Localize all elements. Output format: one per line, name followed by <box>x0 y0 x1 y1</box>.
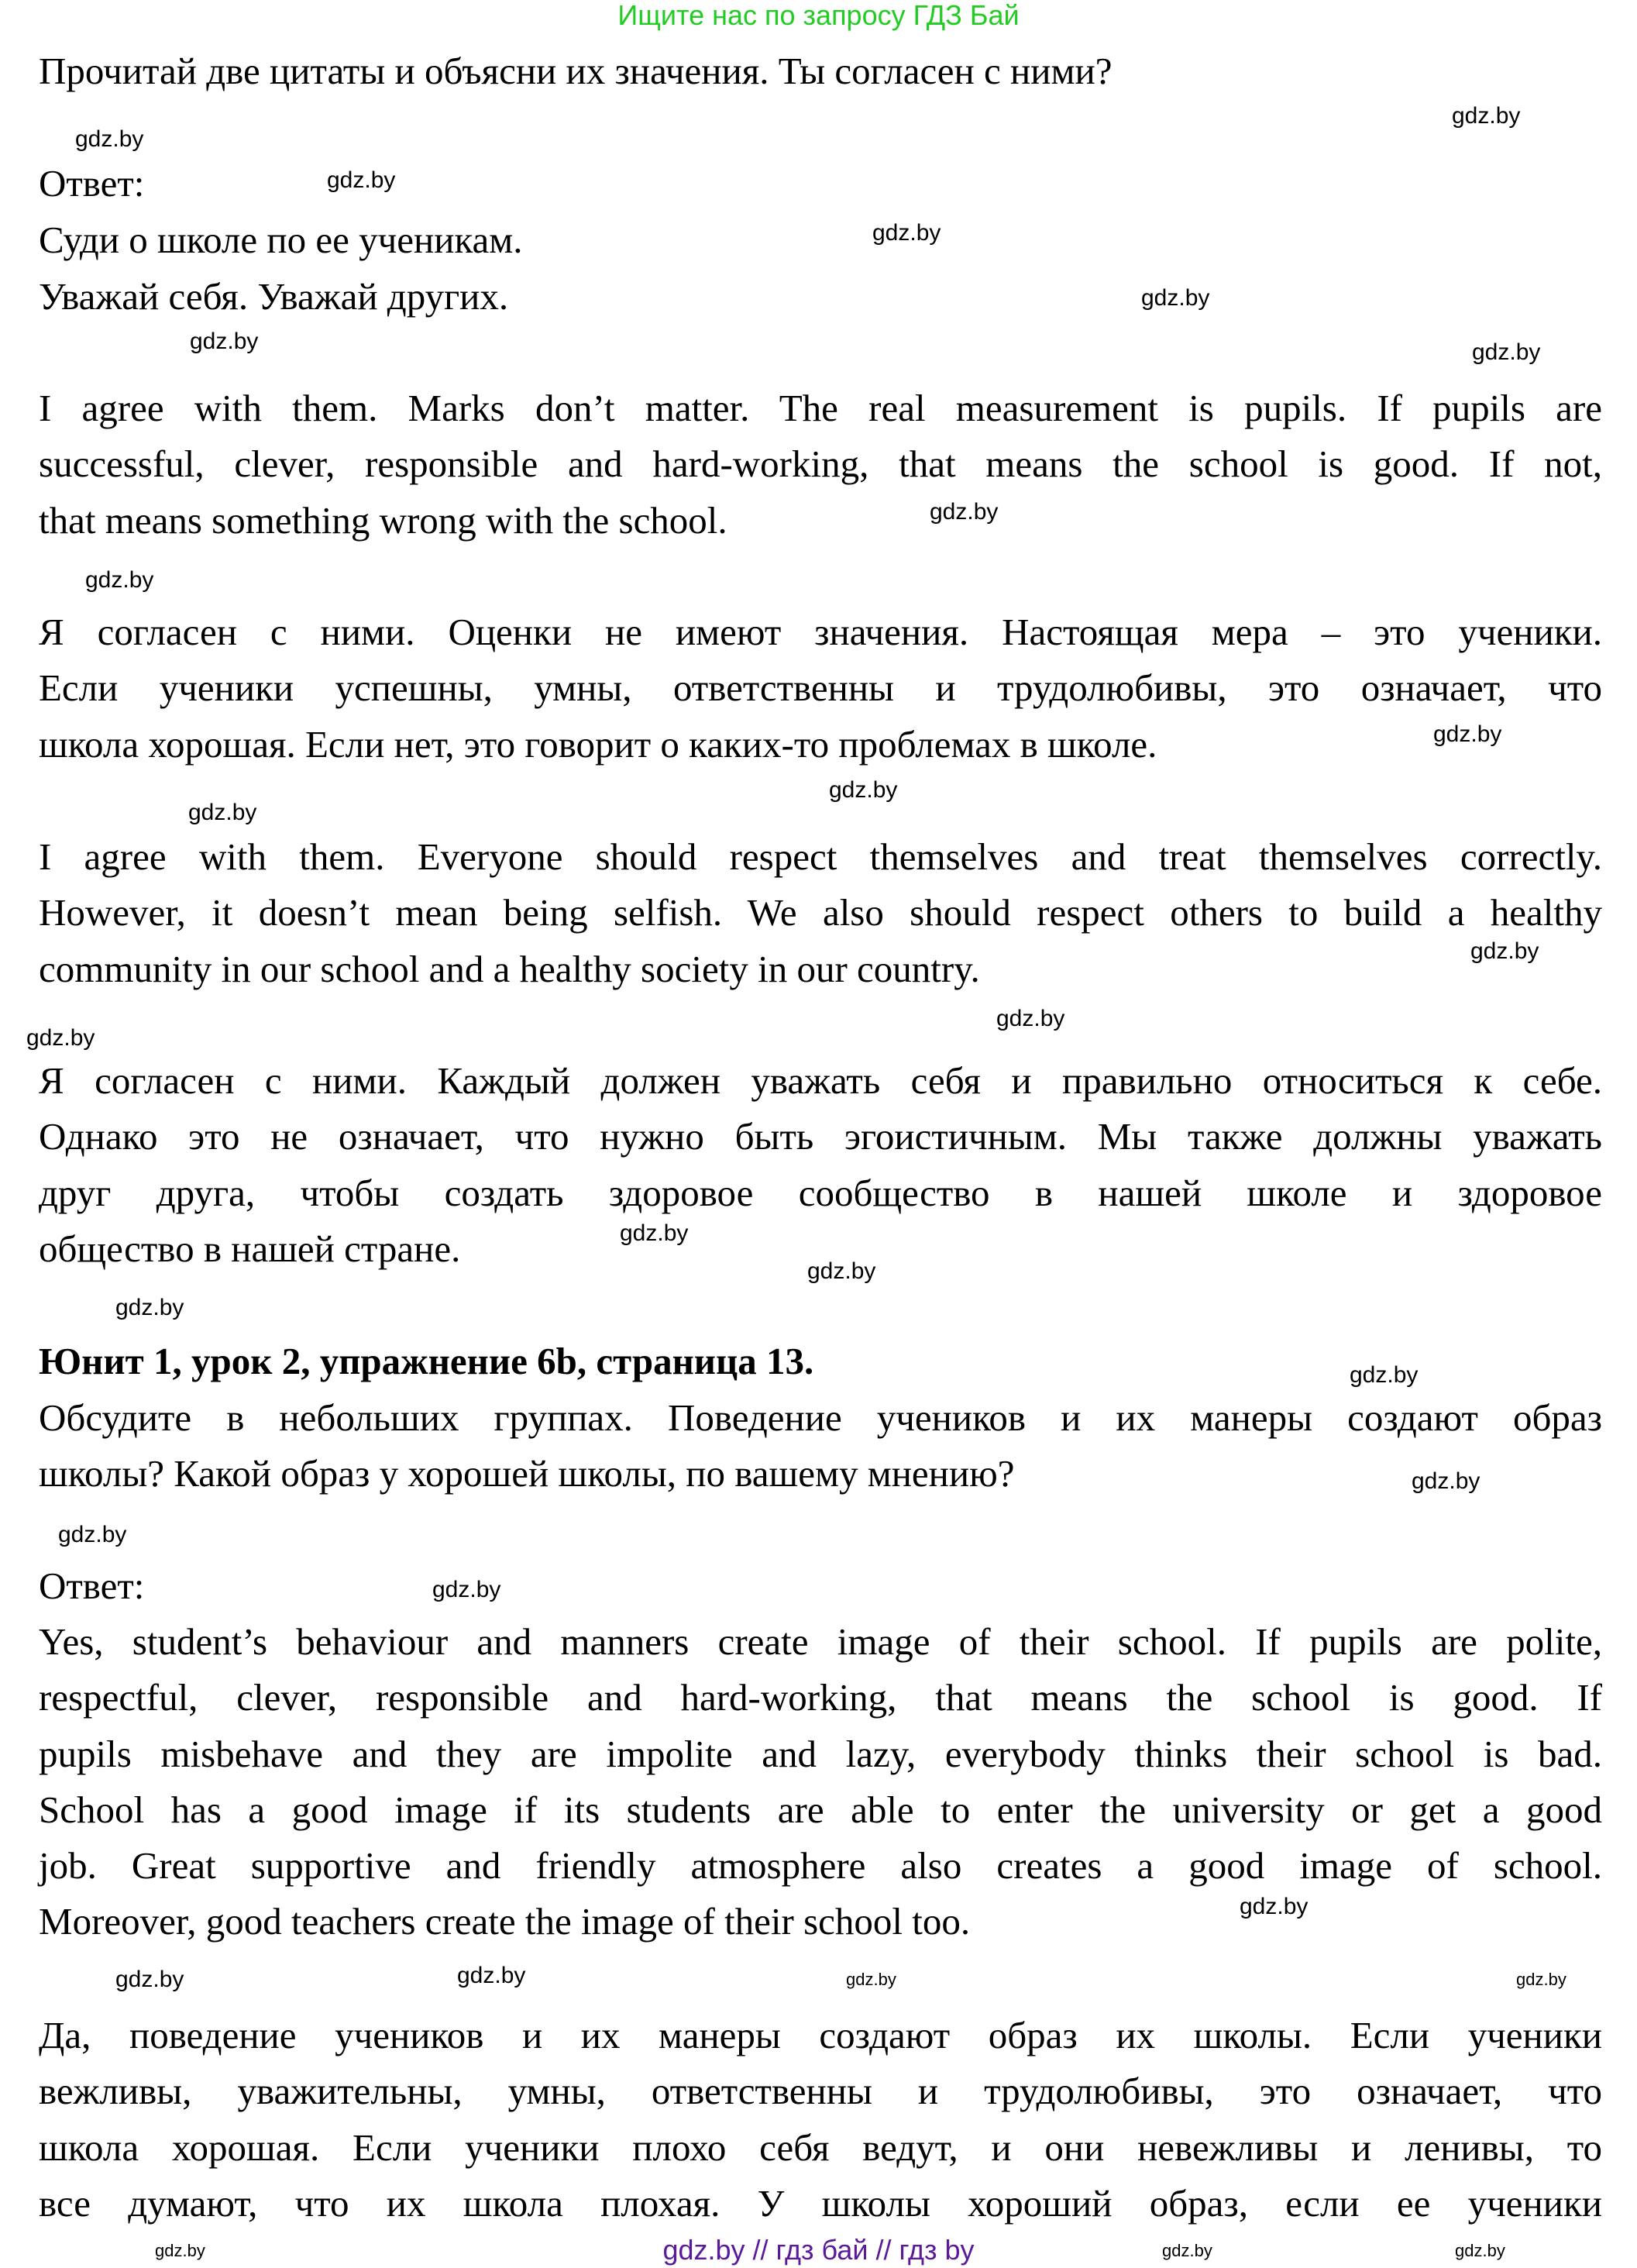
answer-label <box>39 1558 1602 1614</box>
watermark-text: gdz.by <box>115 1295 184 1320</box>
text-line: Yes, student’s behaviour and manners create image of their school. If pupils are polite, <box>39 1620 1602 1663</box>
watermark-text: gdz.by <box>190 329 259 354</box>
watermark-text: gdz.by <box>1412 1468 1481 1494</box>
paragraph-en-para1 <box>39 380 1602 549</box>
text-line: community in our school and a healthy society in our country. <box>39 947 980 990</box>
watermark-text: gdz.by <box>75 126 144 152</box>
watermark-text: gdz.by <box>1452 103 1521 129</box>
watermark-text: gdz.by <box>846 1970 896 1989</box>
watermark-text: gdz.by <box>26 1025 95 1051</box>
text-line: Прочитай две цитаты и объясни их значения. Ты согласен с ними? <box>39 50 1113 92</box>
text-line: Юнит 1, урок 2, упражнение 6b, страница 13. <box>39 1340 814 1382</box>
paragraph-task1 <box>39 43 1602 99</box>
paragraph-quote1 <box>39 212 1602 268</box>
text-line: друг друга, чтобы создать здоровое сообщество в нашей школе и здоровое <box>39 1171 1602 1214</box>
text-line: общество в нашей стране. <box>39 1227 461 1270</box>
text-line: Ответ: <box>39 162 145 205</box>
watermark-text: gdz.by <box>1455 2241 1505 2260</box>
watermark-text: gdz.by <box>327 167 396 193</box>
watermark-text: gdz.by <box>1240 1894 1309 1919</box>
text-line: that means something wrong with the school. <box>39 498 727 542</box>
text-line: Я согласен с ними. Каждый должен уважать себя и правильно относиться к себе. <box>39 1059 1602 1102</box>
watermark-text: gdz.by <box>620 1220 689 1246</box>
text-line: вежливы, уважительны, умны, ответственны и трудолюбивы, это означает, что <box>39 2070 1602 2113</box>
text-line: школы? Какой образ у хорошей школы, по вашему мнению? <box>39 1452 1015 1495</box>
paragraph-ru-para1 <box>39 604 1602 773</box>
text-line: Однако это не означает, что нужно быть эгоистичным. Мы также должны уважать <box>39 1115 1602 1158</box>
watermark-text: gdz.by <box>872 220 941 246</box>
text-line: job. Great supportive and friendly atmosphere also creates a good image of school. <box>39 1844 1602 1888</box>
watermark-text: gdz.by <box>829 777 898 803</box>
text-line: Обсудите в небольших группах. Поведение учеников и их манеры создают образ <box>39 1396 1602 1439</box>
watermark-text: gdz.by <box>432 1577 501 1602</box>
watermark-text: gdz.by <box>930 499 999 525</box>
text-line: I agree with them. Everyone should respect themselves and treat themselves correctly. <box>39 835 1602 878</box>
text-line: Moreover, good teachers create the image of their school too. <box>39 1900 971 1943</box>
footer-banner[interactable]: gdz.by // гдз бай // гдз by <box>662 2234 975 2266</box>
text-line: все думают, что их школа плохая. У школы хороший образ, если ее ученики <box>39 2181 1602 2225</box>
watermark-text: gdz.by <box>1472 339 1541 365</box>
text-line: However, it doesn’t mean being selfish. We also should respect others to build a healthy <box>39 891 1602 934</box>
watermark-text: gdz.by <box>85 567 154 593</box>
text-line: successful, clever, responsible and hard-working, that means the school is good. If not, <box>39 442 1602 486</box>
paragraph-ru-para2 <box>39 1053 1602 1277</box>
paragraph-quote2 <box>39 269 1602 325</box>
watermark-text: gdz.by <box>1141 285 1210 311</box>
watermark-text: gdz.by <box>1516 1970 1566 1989</box>
text-line: respectful, clever, responsible and hard-working, that means the school is good. If <box>39 1676 1602 1719</box>
watermark-text: gdz.by <box>58 1522 127 1547</box>
text-line: Суди о школе по ее ученикам. <box>39 219 523 261</box>
paragraph-ru-para3 <box>39 2008 1602 2232</box>
watermark-text: gdz.by <box>1433 721 1502 747</box>
watermark-text: gdz.by <box>1162 2241 1212 2260</box>
watermark-text: gdz.by <box>996 1006 1065 1031</box>
watermark-text: gdz.by <box>188 800 257 825</box>
watermark-text: gdz.by <box>807 1258 876 1284</box>
paragraph-en-para3 <box>39 1614 1602 1950</box>
text-line: Уважай себя. Уважай других. <box>39 275 509 318</box>
text-line: Я согласен с ними. Оценки не имеют значения. Настоящая мера – это ученики. <box>39 611 1602 653</box>
text-line: I agree with them. Marks don’t matter. The real measurement is pupils. If pupils are <box>39 387 1602 429</box>
text-line: школа хорошая. Если нет, это говорит о каких-то проблемах в школе. <box>39 722 1157 766</box>
text-line: School has a good image if its students are able to enter the university or get a good <box>39 1788 1602 1831</box>
watermark-text: gdz.by <box>115 1967 184 1992</box>
text-line: pupils misbehave and they are impolite and lazy, everybody thinks their school is bad. <box>39 1732 1602 1775</box>
watermark-text: gdz.by <box>1350 1362 1419 1388</box>
watermark-text: gdz.by <box>457 1963 526 1988</box>
answer-label <box>39 156 1602 212</box>
paragraph-task2 <box>39 1390 1602 1502</box>
watermark-text: gdz.by <box>1470 938 1539 964</box>
watermark-text: gdz.by <box>155 2241 205 2260</box>
text-line: Если ученики успешны, умны, ответственны и трудолюбивы, это означает, что <box>39 666 1602 710</box>
text-line: Да, поведение учеников и их манеры создают образ их школы. Если ученики <box>39 2014 1602 2056</box>
text-line: школа хорошая. Если ученики плохо себя ведут, и они невежливы и ленивы, то <box>39 2125 1602 2169</box>
text-line: Ответ: <box>39 1564 145 1607</box>
paragraph-en-para2 <box>39 829 1602 997</box>
search-hint-banner[interactable]: Ищите нас по запросу ГДЗ Бай <box>617 0 1020 31</box>
